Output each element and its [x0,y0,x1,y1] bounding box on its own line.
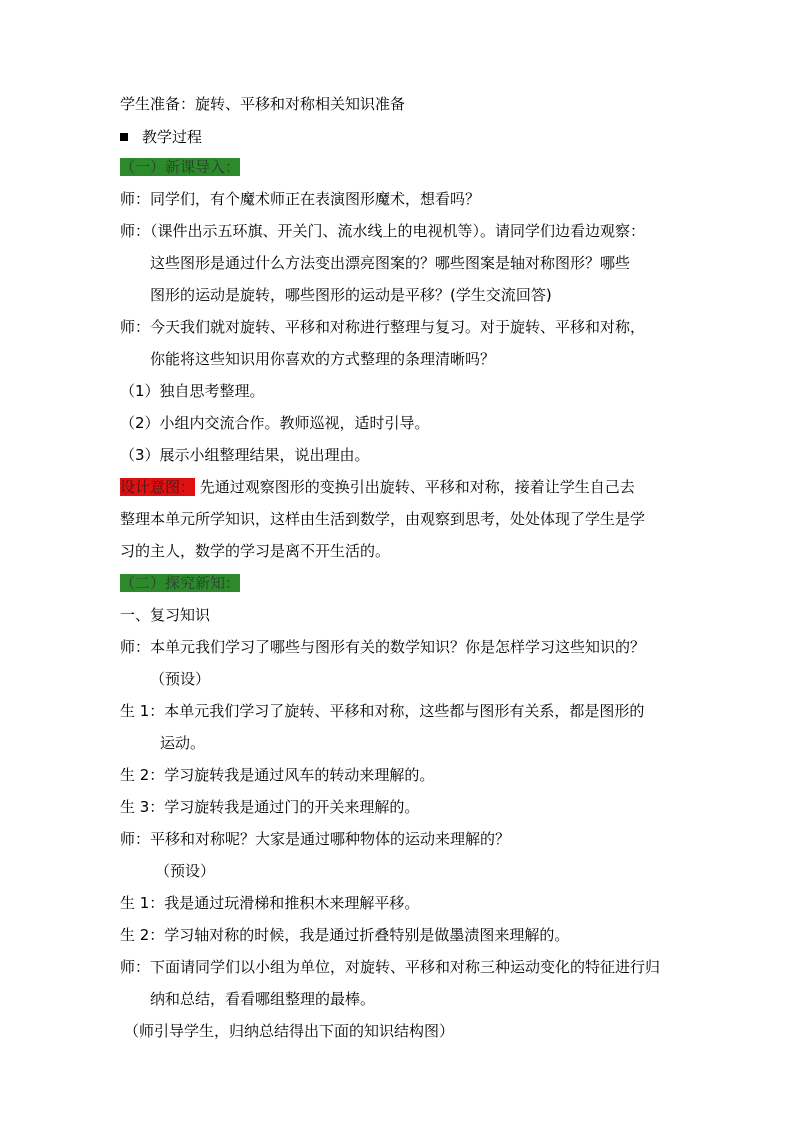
section-heading-teaching-process [120,127,202,147]
paragraph-line: 你能将这些知识用你喜欢的方式整理的条理清晰吗？ [150,350,496,368]
paragraph-line: 整理本单元所学知识，这样由生活到数学，由观察到思考，处处体现了学生是学 [120,510,646,528]
section-heading-text: 教学过程 [142,128,203,146]
list-item: （3）展示小组整理结果，说出理由。 [120,446,370,464]
paragraph-line: 这些图形是通过什么方法变出漂亮图案的？哪些图案是轴对称图形？哪些 [150,254,631,272]
paragraph-line: （预设） [150,670,211,688]
paragraph-line: 习的主人，数学的学习是离不开生活的。 [120,542,391,560]
paragraph-line: 师：（课件出示五环旗、开关门、流水线上的电视机等）。请同学们边看边观察： [120,222,646,240]
paragraph-line: 生 2：学习旋转我是通过风车的转动来理解的。 [120,766,435,784]
highlight-green-label: （二）探究新知： [120,574,241,592]
paragraph-line: 生 3：学习旋转我是通过门的开关来理解的。 [120,798,420,816]
list-item: （2）小组内交流合作。教师巡视，适时引导。 [120,414,430,432]
subheading-review: 一、复习知识 [120,606,211,624]
paragraph-line: 师：同学们，有个魔术师正在表演图形魔术，想看吗？ [120,190,481,208]
subsection-label-explore [120,573,240,593]
paragraph-line: 运动。 [160,734,206,752]
paragraph-line: 生 2：学习轴对称的时候，我是通过折叠特别是做墨渍图来理解的。 [120,926,570,944]
square-bullet-icon [120,133,128,141]
student-preparation-line: 学生准备：旋转、平移和对称相关知识准备 [120,95,406,113]
paragraph-line: （师引导学生，归纳总结得出下面的知识结构图） [124,1022,455,1040]
design-intent-text: 先通过观察图形的变换引出旋转、平移和对称，接着让学生自己去 [199,478,635,496]
paragraph-line: （预设） [155,862,216,880]
paragraph-line: 师：下面请同学们以小组为单位，对旋转、平移和对称三种运动变化的特征进行归 [120,958,661,976]
design-intent-line [120,477,635,497]
paragraph-line: 师：本单元我们学习了哪些与图形有关的数学知识？你是怎样学习这些知识的？ [120,638,646,656]
paragraph-line: 师：平移和对称呢？大家是通过哪种物体的运动来理解的？ [120,830,511,848]
paragraph-line: 生 1：本单元我们学习了旋转、平移和对称，这些都与图形有关系，都是图形的 [120,702,645,720]
subsection-label-intro [120,157,240,177]
paragraph-line: 师：今天我们就对旋转、平移和对称进行整理与复习。对于旋转、平移和对称， [120,318,646,336]
highlight-green-label: （一）新课导入： [120,158,241,176]
list-item: （1）独自思考整理。 [120,382,265,400]
paragraph-line: 纳和总结，看看哪组整理的最棒。 [150,990,376,1008]
paragraph-line: 生 1：我是通过玩滑梯和推积木来理解平移。 [120,894,420,912]
paragraph-line: 图形的运动是旋转，哪些图形的运动是平移？(学生交流回答) [150,286,552,304]
highlight-red-label: 设计意图： [120,478,196,496]
